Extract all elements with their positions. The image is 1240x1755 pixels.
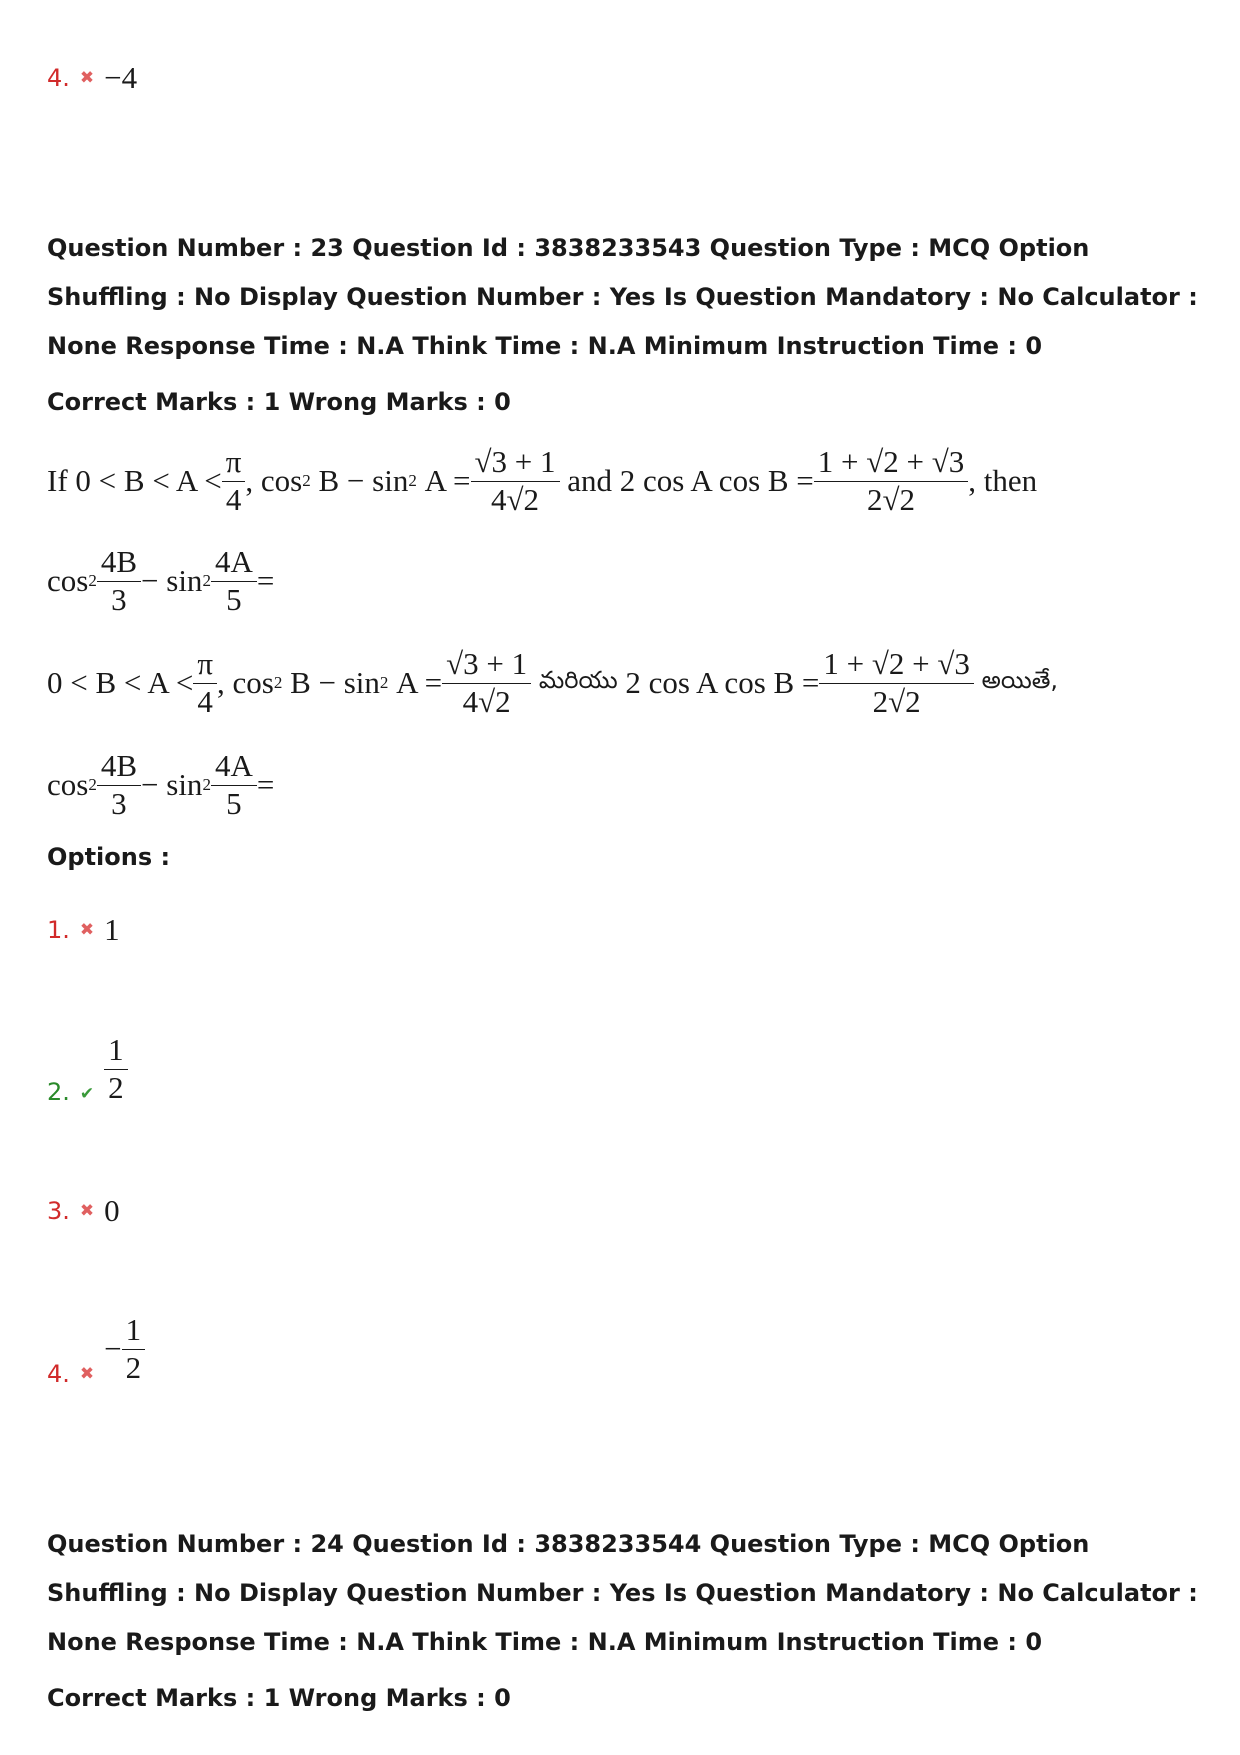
question-meta-24: Question Number : 24 Question Id : 3838233544 Question Type : MCQ Option Shuffling : No Display Question Number : Yes Is Question Mandatory : No Calculator : None Response Time : N.A Think Time : N.A Minimum Instruction Time : 0 [47,1530,1198,1656]
question-statement-en: If 0 < B < A < $\frac{\pi}{4}$ , cos 2 B − sin 2 A = $\frac{√3 + 1}{4√2}$ and 2 cos A cos B = $\frac{1 + √2 + √3}{2√2}$ , then [47,443,1038,517]
fraction-4a-5: $\frac{4A}{5}$ [211,546,257,616]
question-marks-24: Correct Marks : 1 Wrong Marks : 0 [47,1684,511,1712]
options-label: Options : [47,843,171,871]
wrong-mark-icon: ✖ [79,68,95,88]
target-expression-en: cos 2 $\frac{4B}{3}$ − sin 2 $\frac{4A}{5}$ = [47,543,275,617]
option-number: 4. [47,64,70,92]
and-word: and [567,463,613,498]
fraction-sum-roots-te: $\frac{1 + √2 + √3}{2√2}$ [819,648,974,718]
prev-option-4 [47,60,137,96]
question-statement-te: 0 < B < A < $\frac{\pi}{4}$ , cos 2 B − sin 2 A = $\frac{√3 + 1}{4√2}$ మరియు 2 cos A cos B = $\frac{1 + √2 + √3}{2√2}$ అయితే, [47,645,1059,719]
target-expression-te: cos 2 $\frac{4B}{3}$ − sin 2 $\frac{4A}{5}$ = [47,747,275,821]
option-value: −4 [104,60,138,95]
question-marks-23: Correct Marks : 1 Wrong Marks : 0 [47,388,511,416]
fraction-root3-plus-1-te: $\frac{√3 + 1}{4√2}$ [442,648,531,718]
pi-over-four: $\frac{\pi}{4}$ [222,446,246,516]
option-4: 4. ✖ − $\frac{1}{2}$ [47,1304,145,1394]
option-2-fraction: $\frac{1}{2}$ [104,1034,128,1104]
inequality: 0 < B < A < [75,463,222,498]
if-word: If [47,463,68,498]
then-word: , then [968,463,1038,498]
option-2: 2. ✔ $\frac{1}{2}$ [47,1024,128,1114]
cos-term: cos [260,463,303,498]
option-1: 1. ✖ 1 [47,912,120,947]
fraction-4b-3-te: $\frac{4B}{3}$ [97,750,141,820]
option-3: 3. ✖ 0 [47,1193,120,1228]
option-4-fraction: $\frac{1}{2}$ [122,1314,146,1384]
fraction-4b-3: $\frac{4B}{3}$ [97,546,141,616]
question-meta-23: Question Number : 23 Question Id : 3838233543 Question Type : MCQ Option Shuffling : No Display Question Number : Yes Is Question Mandatory : No Calculator : None Response Time : N.A Think Time : N.A Minimum Instruction Time : 0 [47,234,1198,360]
fraction-4a-5-te: $\frac{4A}{5}$ [211,750,257,820]
telugu-then-word: అయితే, [981,666,1059,694]
fraction-root3-plus-1: $\frac{√3 + 1}{4√2}$ [471,446,560,516]
wrong-mark-icon: ✖ [79,1364,95,1384]
fraction-sum-roots: $\frac{1 + √2 + √3}{2√2}$ [814,446,969,516]
wrong-mark-icon: ✖ [79,1201,95,1221]
wrong-mark-icon: ✖ [79,920,95,940]
cos-product: 2 cos A cos B = [619,463,814,498]
telugu-and-word: మరియు [538,666,618,694]
pi-over-four-te: $\frac{\pi}{4}$ [193,648,217,718]
correct-mark-icon: ✔ [79,1084,95,1104]
